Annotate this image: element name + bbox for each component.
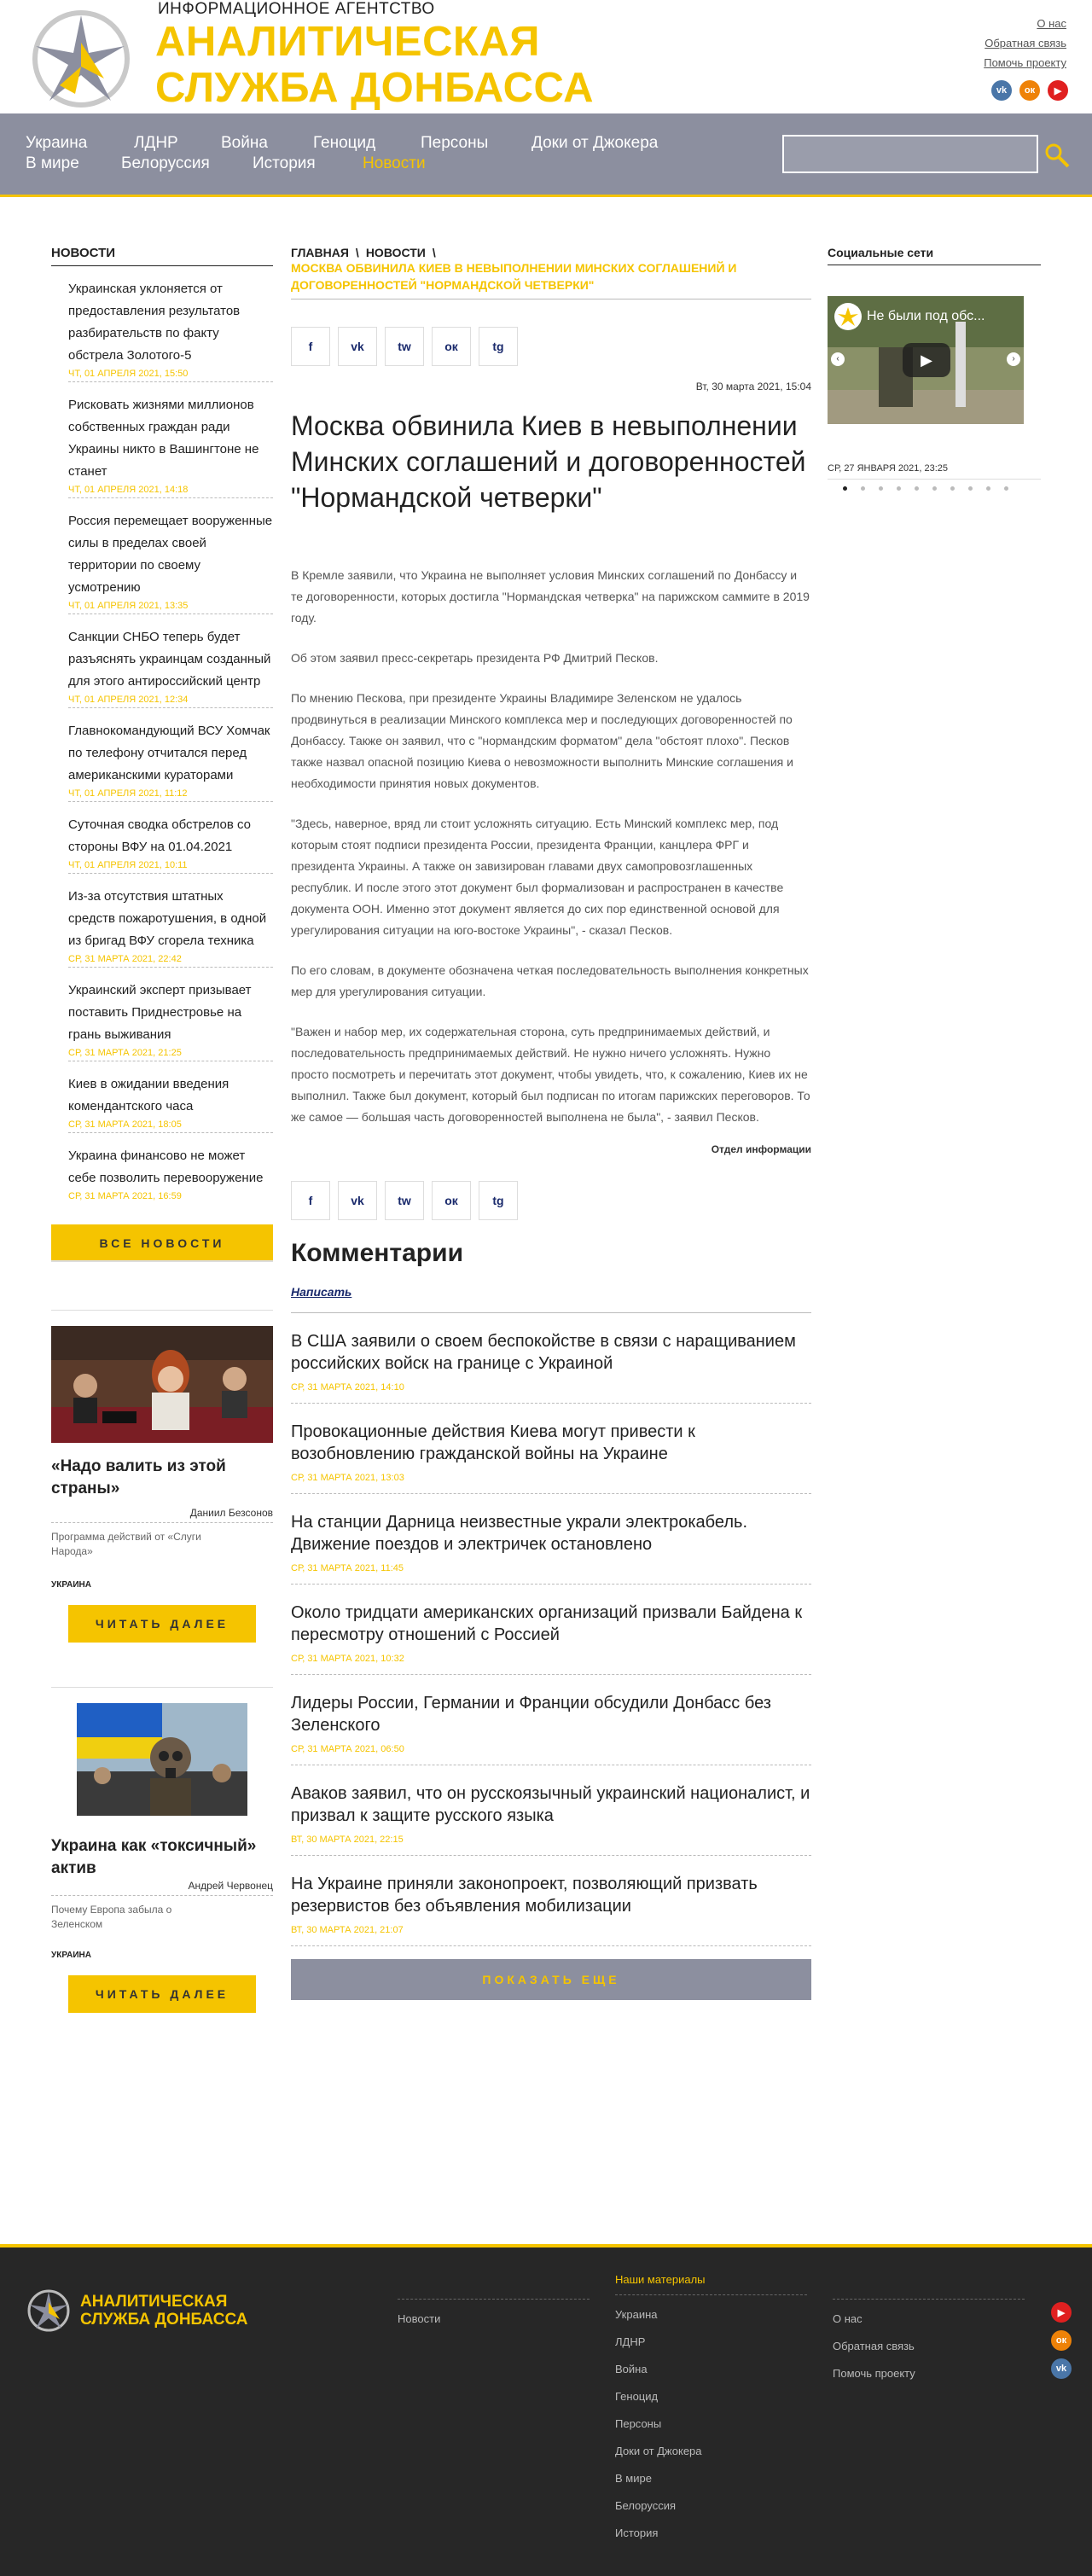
news-title: Главнокомандующий ВСУ Хомчак по телефону отчитался перед американскими кураторами: [68, 724, 270, 782]
read-more-button[interactable]: ЧИТАТЬ ДАЛЕЕ: [68, 1605, 256, 1643]
slider-dot[interactable]: [861, 486, 865, 491]
brand-title-line1: АНАЛИТИЧЕСКАЯ: [155, 19, 541, 65]
odnoklassniki-icon[interactable]: ок: [1051, 2330, 1072, 2351]
footer-logo[interactable]: [26, 2288, 247, 2333]
related-title: Около тридцати американских организаций призвали Байдена к пересмотру отношений с Россией: [291, 1603, 803, 1644]
left-column: [51, 246, 273, 2013]
facebook-share-icon[interactable]: f: [291, 327, 330, 366]
article-author[interactable]: Отдел информации: [711, 1143, 811, 1155]
breadcrumb-current: МОСКВА ОБВИНИЛА КИЕВ В НЕВЫПОЛНЕНИИ МИНСКИХ СОГЛАШЕНИЙ И ДОГОВОРЕННОСТЕЙ "НОРМАНДСКОЙ ЧЕТВЕРКИ": [291, 259, 811, 299]
article-paragraph: "Важен и набор мер, их содержательная сторона, суть предпринимаемых действий, и последовательность предпринимаемых действий. Не нужно ничего усложнять. Нужно просто посмотреть и перечитать этот документ, чтобы увидеть, что, к сожалению, Киев их не выполнил. Также был документ, который был подписан по итогам парижских переговоров. То же самое — большая часть договоренностей выполнена не была", - заявил Песков.: [291, 1025, 810, 1124]
nav-item-joker-docs[interactable]: Доки от Джокера: [531, 134, 659, 152]
footer-materials-heading: Наши материалы: [615, 2273, 706, 2286]
news-title: Украинская уклоняется от предоставления результатов разбирательств по факту обстрела Золотого-5: [68, 282, 241, 363]
related-date: СР, 31 МАРТА 2021, 13:03: [291, 1473, 404, 1483]
comments-heading: Комментарии: [291, 1239, 464, 1267]
related-title: На Украине приняли законопроект, позволяющий призвать резервистов без объявления мобилизации: [291, 1875, 758, 1916]
odnoklassniki-icon[interactable]: ок: [1019, 80, 1040, 101]
news-date: ЧТ, 01 АПРЕЛЯ 2021, 10:11: [68, 860, 188, 870]
footer-link-about[interactable]: О нас: [833, 2312, 863, 2325]
slider-dot[interactable]: [915, 486, 919, 491]
read-more-button[interactable]: ЧИТАТЬ ДАЛЕЕ: [68, 1975, 256, 2013]
related-title: В США заявили о своем беспокойстве в связи с наращиванием российских войск на границе с Украиной: [291, 1332, 796, 1373]
news-date: ЧТ, 01 АПРЕЛЯ 2021, 12:34: [68, 695, 189, 705]
main-nav: [0, 113, 1092, 197]
footer-link-history[interactable]: История: [615, 2527, 659, 2539]
related-item[interactable]: [291, 1856, 811, 1946]
footer-brand-line2: СЛУЖБА ДОНБАССА: [80, 2311, 248, 2329]
nav-item-ukraine[interactable]: Украина: [26, 134, 88, 152]
news-date: ЧТ, 01 АПРЕЛЯ 2021, 15:50: [68, 369, 189, 379]
share-buttons-top: [291, 327, 811, 366]
show-more-button[interactable]: ПОКАЗАТЬ ЕЩЕ: [291, 1959, 811, 2000]
related-item[interactable]: [291, 1313, 811, 1404]
footer-link-donate[interactable]: Помочь проекту: [833, 2367, 915, 2380]
slider-dot[interactable]: [986, 486, 990, 491]
news-date: СР, 31 МАРТА 2021, 22:42: [68, 954, 182, 964]
telegram-share-icon[interactable]: tg: [479, 327, 518, 366]
video-title[interactable]: Не были под обс...: [867, 309, 985, 323]
news-item[interactable]: [68, 614, 273, 708]
facebook-share-icon[interactable]: f: [291, 1181, 330, 1220]
right-column: [828, 246, 1041, 491]
odnoklassniki-share-icon[interactable]: ок: [432, 1181, 471, 1220]
article-paragraph: По его словам, в документе обозначена четкая последовательность выполнения конкретных мер для урегулирования ситуации.: [291, 963, 809, 998]
related-news-list: [291, 1313, 811, 1946]
brand-kicker: ИНФОРМАЦИОННОЕ АГЕНТСТВО: [158, 0, 435, 18]
about-link[interactable]: О нас: [1037, 17, 1066, 30]
article-paragraph: В Кремле заявили, что Украина не выполняет условия Минских соглашений по Донбассу и те договоренности, которых достигла "Нормандская четверка" на парижском саммите в 2019 году.: [291, 568, 810, 625]
brand-title-line2: СЛУЖБА ДОНБАССА: [155, 65, 595, 111]
search-input[interactable]: [782, 135, 1038, 173]
article-paragraph: Об этом заявил пресс-секретарь президента РФ Дмитрий Песков.: [291, 651, 659, 665]
slider-next-icon[interactable]: ›: [1007, 352, 1020, 366]
footer-col-news: [398, 2282, 590, 2333]
related-date: СР, 31 МАРТА 2021, 11:45: [291, 1563, 404, 1573]
vk-icon[interactable]: vk: [1051, 2358, 1072, 2379]
related-date: СР, 31 МАРТА 2021, 10:32: [291, 1654, 404, 1664]
vk-share-icon[interactable]: vk: [338, 327, 377, 366]
nav-item-history[interactable]: История: [253, 154, 316, 172]
breadcrumb: ГЛАВНАЯ \ НОВОСТИ \: [291, 246, 436, 259]
slider-dots: [828, 486, 1041, 491]
news-item[interactable]: [68, 382, 273, 498]
channel-logo-icon: [834, 303, 862, 330]
related-item[interactable]: [291, 1585, 811, 1675]
promo-category[interactable]: УКРАИНА: [51, 1951, 91, 1960]
news-item[interactable]: [68, 802, 273, 874]
news-title: Из-за отсутствия штатных средств пожаротушения, в одной из бригад ВФУ сгорела техника: [68, 889, 267, 948]
related-title: На станции Дарница неизвестные украли электрокабель. Движение поездов и электричек остановлено: [291, 1513, 747, 1554]
related-title: Провокационные действия Киева могут привести к возобновлению гражданской войны на Украине: [291, 1422, 695, 1463]
twitter-share-icon[interactable]: tw: [385, 327, 424, 366]
news-title: Санкции СНБО теперь будет разъяснять украинцам созданный для этого антироссийский центр: [68, 630, 271, 689]
footer-logo-emblem-icon: [26, 2288, 72, 2333]
article-column: [291, 246, 811, 2000]
news-heading: НОВОСТИ: [51, 246, 273, 266]
slider-dot[interactable]: [897, 486, 901, 491]
nav-item-persons[interactable]: Персоны: [421, 134, 489, 152]
nav-item-ldnr[interactable]: ЛДНР: [134, 134, 178, 152]
footer-link-world[interactable]: В мире: [615, 2472, 652, 2485]
footer-link-ukraine[interactable]: Украина: [615, 2308, 658, 2321]
promo-author[interactable]: Даниил Безсонов: [51, 1507, 273, 1523]
news-date: ЧТ, 01 АПРЕЛЯ 2021, 13:35: [68, 601, 189, 611]
footer-link-belarus[interactable]: Белоруссия: [615, 2499, 677, 2512]
twitter-share-icon[interactable]: tw: [385, 1181, 424, 1220]
share-buttons-bottom: [291, 1181, 811, 1220]
footer-col-materials: [615, 2273, 807, 2547]
youtube-icon[interactable]: ▶: [1051, 2302, 1072, 2323]
footer-link-news[interactable]: Новости: [398, 2312, 441, 2325]
article-date: Вт, 30 марта 2021, 15:04: [695, 381, 811, 393]
news-title: Суточная сводка обстрелов со стороны ВФУ на 01.04.2021: [68, 817, 251, 854]
promo-author[interactable]: Андрей Червонец: [51, 1880, 273, 1896]
news-title: Россия перемещает вооруженные силы в пределах своей территории по своему усмотрению: [68, 514, 273, 595]
footer-link-genocide[interactable]: Геноцид: [615, 2390, 659, 2403]
brand-title[interactable]: [155, 19, 594, 111]
nav-item-news[interactable]: Новости: [363, 154, 426, 172]
slider-dot[interactable]: [950, 486, 955, 491]
news-item[interactable]: [68, 708, 273, 802]
slider-prev-icon[interactable]: ‹: [831, 352, 845, 366]
footer-brand-line1: АНАЛИТИЧЕСКАЯ: [80, 2293, 228, 2311]
search-icon[interactable]: [1044, 142, 1070, 168]
video-slider[interactable]: [828, 296, 1024, 424]
news-title: Киев в ожидании введения комендантского часа: [68, 1077, 229, 1114]
promo-desc: Почему Европа забыла о Зеленском: [51, 1904, 172, 1930]
promo-image-parliament[interactable]: [51, 1326, 273, 1443]
promo-title[interactable]: Украина как «токсичный» актив: [51, 1837, 257, 1877]
news-date: ЧТ, 01 АПРЕЛЯ 2021, 14:18: [68, 485, 189, 495]
slider-dot[interactable]: [968, 486, 973, 491]
top-links: [984, 14, 1066, 73]
vk-icon[interactable]: vk: [991, 80, 1012, 101]
footer-link-ldnr[interactable]: ЛДНР: [615, 2335, 646, 2348]
promo-card-1: [51, 1310, 273, 1643]
related-date: СР, 31 МАРТА 2021, 06:50: [291, 1744, 404, 1754]
related-item[interactable]: [291, 1494, 811, 1585]
header: [0, 0, 1092, 113]
related-item[interactable]: [291, 1675, 811, 1765]
promo-title[interactable]: «Надо валить из этой страны»: [51, 1457, 226, 1497]
donate-link[interactable]: Помочь проекту: [984, 56, 1066, 69]
nav-item-world[interactable]: В мире: [26, 154, 79, 172]
nav-item-genocide[interactable]: Геноцид: [313, 134, 376, 152]
promo-image-gasmask[interactable]: [77, 1703, 247, 1816]
social-heading: Социальные сети: [828, 246, 1041, 265]
related-item[interactable]: [291, 1765, 811, 1856]
article-paragraph: "Здесь, наверное, вряд ли стоит усложнять ситуацию. Есть Минский комплекс мер, под которым стоят подписи президента России, президента Франции, канцлера ФРГ и президента Украины. А также он завизирован главами двух самопровозглашенных республик. И после этого этот документ был формализован и распространен в качестве документа ООН. Именно этот документ является до сих пор единственной основой для урегулирования ситуации на юго-востоке Украины", - сказал Песков.: [291, 817, 784, 937]
news-date: СР, 31 МАРТА 2021, 18:05: [68, 1119, 182, 1130]
footer-link-joker-docs[interactable]: Доки от Джокера: [615, 2445, 702, 2457]
related-title: Лидеры России, Германии и Франции обсудили Донбасс без Зеленского: [291, 1694, 771, 1735]
footer: [0, 2244, 1092, 2576]
news-title: Украинский эксперт призывает поставить Приднестровье на грань выживания: [68, 983, 252, 1042]
video-date: СР, 27 ЯНВАРЯ 2021, 23:25: [828, 463, 1041, 480]
news-title: Украина финансово не может себе позволить перевооружение: [68, 1148, 264, 1185]
news-item[interactable]: [68, 874, 273, 968]
breadcrumb-news[interactable]: НОВОСТИ: [365, 246, 426, 259]
article-body: [291, 565, 811, 1128]
promo-card-2: [51, 1687, 273, 2013]
slider-dot[interactable]: [1004, 486, 1008, 491]
news-item[interactable]: [68, 266, 273, 382]
telegram-share-icon[interactable]: tg: [479, 1181, 518, 1220]
related-item[interactable]: [291, 1404, 811, 1494]
news-title: Рисковать жизнями миллионов собственных граждан ради Украины никто в Вашингтоне не станет: [68, 398, 259, 479]
promo-category[interactable]: УКРАИНА: [51, 1580, 91, 1590]
news-list: [51, 266, 273, 1204]
related-title: Аваков заявил, что он русскоязычный украинский националист, и призвал к защите русского языка: [291, 1784, 810, 1825]
article-title: Москва обвинила Киев в невыполнении Минских соглашений и договоренностей "Нормандской четверки": [291, 410, 806, 513]
slider-dot[interactable]: [843, 486, 847, 491]
logo-emblem-icon[interactable]: [26, 9, 136, 109]
news-item[interactable]: [68, 1061, 273, 1133]
footer-brand: [80, 2293, 247, 2329]
footer-social-icons: [1051, 2302, 1072, 2379]
news-date: СР, 31 МАРТА 2021, 21:25: [68, 1048, 182, 1058]
related-date: СР, 31 МАРТА 2021, 14:10: [291, 1382, 404, 1393]
nav-item-war[interactable]: Война: [221, 134, 268, 152]
slider-dot[interactable]: [932, 486, 937, 491]
news-item[interactable]: [68, 968, 273, 1061]
related-date: ВТ, 30 МАРТА 2021, 22:15: [291, 1835, 404, 1845]
youtube-icon[interactable]: ▶: [1048, 80, 1068, 101]
news-item[interactable]: [68, 1133, 273, 1204]
news-item[interactable]: [68, 498, 273, 614]
breadcrumb-home[interactable]: ГЛАВНАЯ: [291, 246, 349, 259]
footer-link-war[interactable]: Война: [615, 2363, 648, 2375]
promo-desc: Программа действий от «Слуги Народа»: [51, 1531, 201, 1557]
write-comment-link[interactable]: Написать: [291, 1285, 811, 1313]
nav-item-belarus[interactable]: Белоруссия: [121, 154, 210, 172]
header-social-icons: [991, 80, 1068, 101]
related-date: ВТ, 30 МАРТА 2021, 21:07: [291, 1925, 404, 1935]
article-paragraph: По мнению Пескова, при президенте Украины Владимире Зеленском не удалось продвинуться в реализации Минского комплекса мер и последующих договоренностей по Донбассу. Также он заявил, что с "нормандским форматом" дела "обстоят плохо". Песков также назвал опасной позицию Киева о невозможности выполнить Минские соглашения и необходимости принятия новых документов.: [291, 691, 793, 790]
odnoklassniki-share-icon[interactable]: ок: [432, 327, 471, 366]
footer-link-persons[interactable]: Персоны: [615, 2417, 662, 2430]
footer-link-feedback[interactable]: Обратная связь: [833, 2340, 915, 2352]
news-date: ЧТ, 01 АПРЕЛЯ 2021, 11:12: [68, 788, 188, 799]
slider-dot[interactable]: [879, 486, 883, 491]
vk-share-icon[interactable]: vk: [338, 1181, 377, 1220]
footer-col-about: [833, 2282, 1025, 2387]
feedback-link[interactable]: Обратная связь: [985, 37, 1066, 49]
play-icon[interactable]: ▶: [903, 343, 950, 377]
news-date: СР, 31 МАРТА 2021, 16:59: [68, 1191, 182, 1201]
all-news-button[interactable]: ВСЕ НОВОСТИ: [51, 1224, 273, 1262]
